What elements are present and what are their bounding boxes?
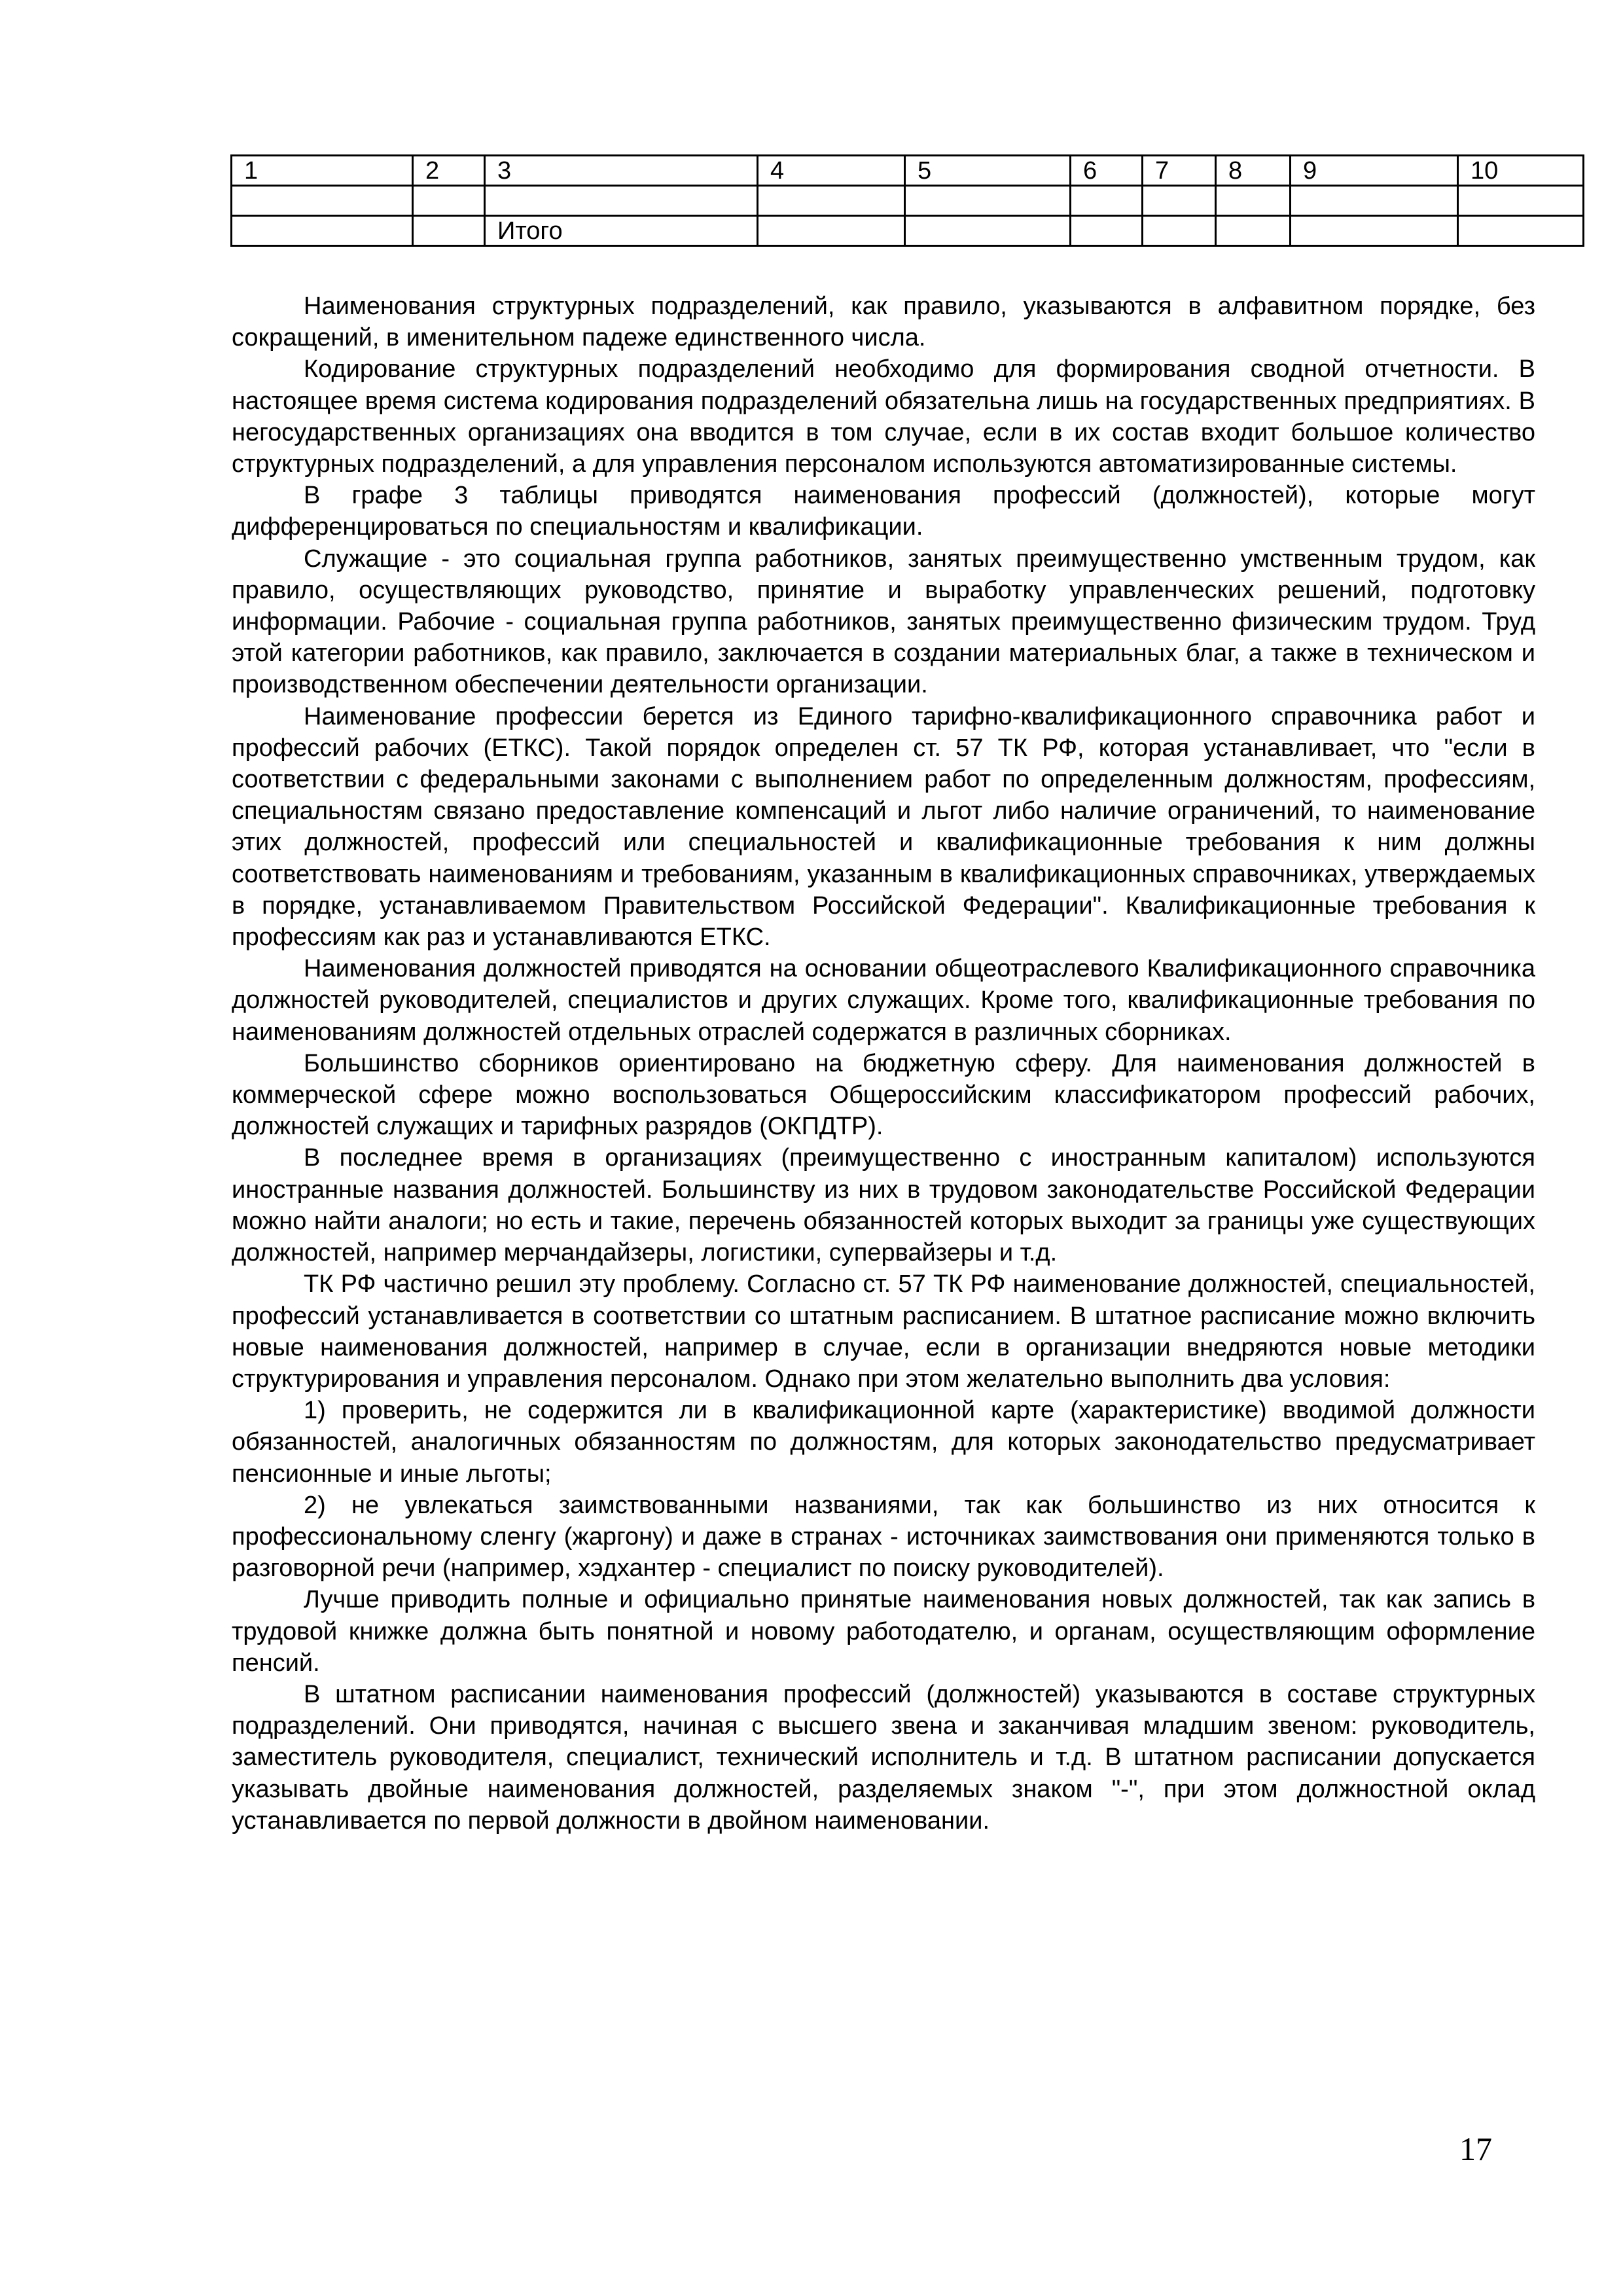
table-cell [905, 216, 1071, 246]
paragraph: Служащие - это социальная группа работников, занятых преимущественно умственным трудом, как правило, осуществляющих руководство, принятие и выработку управленческих решений, подготовку информации. Рабочие - социальная группа работников, занятых преимущественно физическим трудом. Труд этой категории работников, как правило, заключается в создании материальных благ, а также в техническом и производственном обеспечении деятельности организации. [232, 545, 1535, 699]
list-item: 2) не увлекаться заимствованными названиями, так как большинство из них относится к профессиональному сленгу (жаргону) и даже в странах - источниках заимствования они применяются только в разговорной речи (например, хэдхантер - специалист по поиску руководителей). [232, 1491, 1535, 1583]
table-cell: 5 [905, 156, 1071, 186]
table-cell: 6 [1071, 156, 1143, 186]
table-cell [758, 186, 905, 216]
staffing-table [230, 154, 1584, 247]
table-cell: 8 [1216, 156, 1291, 186]
table-cell [1458, 216, 1584, 246]
table-cell [485, 186, 758, 216]
paragraph: В последнее время в организациях (преимущественно с иностранным капиталом) используются иностранные названия должностей. Большинству из них в трудовом законодательстве Российской Федерации можно найти аналоги; но есть и такие, перечень обязанностей которых выходит за границы уже существующих должностей, например мерчандайзеры, логистики, супервайзеры и т.д. [232, 1144, 1535, 1267]
paragraph: Большинство сборников ориентировано на бюджетную сферу. Для наименования должностей в коммерческой сфере можно воспользоваться Общероссийским классификатором профессий рабочих, должностей служащих и тарифных разрядов (ОКПДТР). [232, 1049, 1535, 1141]
list-item: 1) проверить, не содержится ли в квалификационной карте (характеристике) вводимой должности обязанностей, аналогичных обязанностям по должностям, для которых законодательство предусматривает пенсионные и иные льготы; [232, 1397, 1535, 1488]
table-cell [1458, 186, 1584, 216]
table-cell: 3 [485, 156, 758, 186]
table-cell [413, 216, 485, 246]
table-cell [413, 186, 485, 216]
table-total-row [232, 216, 1584, 246]
paragraph: Кодирование структурных подразделений необходимо для формирования сводной отчетности. В настоящее время система кодирования подразделений обязательна лишь на государственных предприятиях. В негосударственных организациях она вводится в том случае, если в их состав входит большое количество структурных подразделений, а для управления персоналом используются автоматизированные системы. [232, 355, 1535, 478]
table-cell [232, 186, 413, 216]
paragraph: Лучше приводить полные и официально принятые наименования новых должностей, так как запись в трудовой книжке должна быть понятной и новому работодателю, и органам, осуществляющим оформление пенсий. [232, 1586, 1535, 1677]
table-total-label: Итого [485, 216, 758, 246]
body-text [232, 291, 1535, 1837]
paragraph: Наименование профессии берется из Единого тарифно-квалификационного справочника работ и профессий рабочих (ЕТКС). Такой порядок определен ст. 57 ТК РФ, которая устанавливает, что "если в соответствии с федеральными законами с выполнением работ по определенным должностям, профессиям, специальностям связано предоставление компенсаций и льгот либо наличие ограничений, то наименование этих должностей, профессий или специальностей и квалификационные требования к ним должны соответствовать наименованиям и требованиям, указанным в квалификационных справочниках, утверждаемых в порядке, устанавливаемом Правительством Российской Федерации". Квалификационные требования к профессиям как раз и устанавливаются ЕТКС. [232, 702, 1535, 952]
table-cell: 10 [1458, 156, 1584, 186]
paragraph: Наименования структурных подразделений, как правило, указываются в алфавитном порядке, без сокращений, в именительном падеже единственного числа. [232, 293, 1535, 352]
page-number: 17 [1459, 2130, 1492, 2167]
table-cell [1143, 186, 1216, 216]
table-cell [1216, 216, 1291, 246]
table-cell [905, 186, 1071, 216]
table-cell: 4 [758, 156, 905, 186]
table-cell [1291, 216, 1458, 246]
table-cell [1071, 186, 1143, 216]
paragraph: В штатном расписании наименования профессий (должностей) указываются в составе структурных подразделений. Они приводятся, начиная с высшего звена и заканчивая младшим звеном: руководитель, заместитель руководителя, специалист, технический исполнитель и т.д. В штатном расписании допускается указывать двойные наименования должностей, разделяемых знаком "-", при этом должностной оклад устанавливается по первой должности в двойном наименовании. [232, 1680, 1535, 1835]
table-cell [758, 216, 905, 246]
table-cell [232, 216, 413, 246]
paragraph: ТК РФ частично решил эту проблему. Согласно ст. 57 ТК РФ наименование должностей, специальностей, профессий устанавливается в соответствии со штатным расписанием. В штатное расписание можно включить новые наименования должностей, например в случае, если в организации внедряются новые методики структурирования и управления персоналом. Однако при этом желательно выполнить два условия: [232, 1270, 1535, 1393]
table-cell: 1 [232, 156, 413, 186]
table-cell: 2 [413, 156, 485, 186]
table-cell [1071, 216, 1143, 246]
paragraph: Наименования должностей приводятся на основании общеотраслевого Квалификационного справочника должностей руководителей, специалистов и других служащих. Кроме того, квалификационные требования по наименованиям должностей отдельных отраслей содержатся в различных сборниках. [232, 955, 1535, 1046]
table-cell: 7 [1143, 156, 1216, 186]
table-cell [1216, 186, 1291, 216]
table-cell [1143, 216, 1216, 246]
table-header-row [232, 156, 1584, 186]
table-cell [1291, 186, 1458, 216]
paragraph: В графе 3 таблицы приводятся наименования профессий (должностей), которые могут дифференцироваться по специальностям и квалификации. [232, 482, 1535, 541]
table-row [232, 186, 1584, 216]
table-cell: 9 [1291, 156, 1458, 186]
